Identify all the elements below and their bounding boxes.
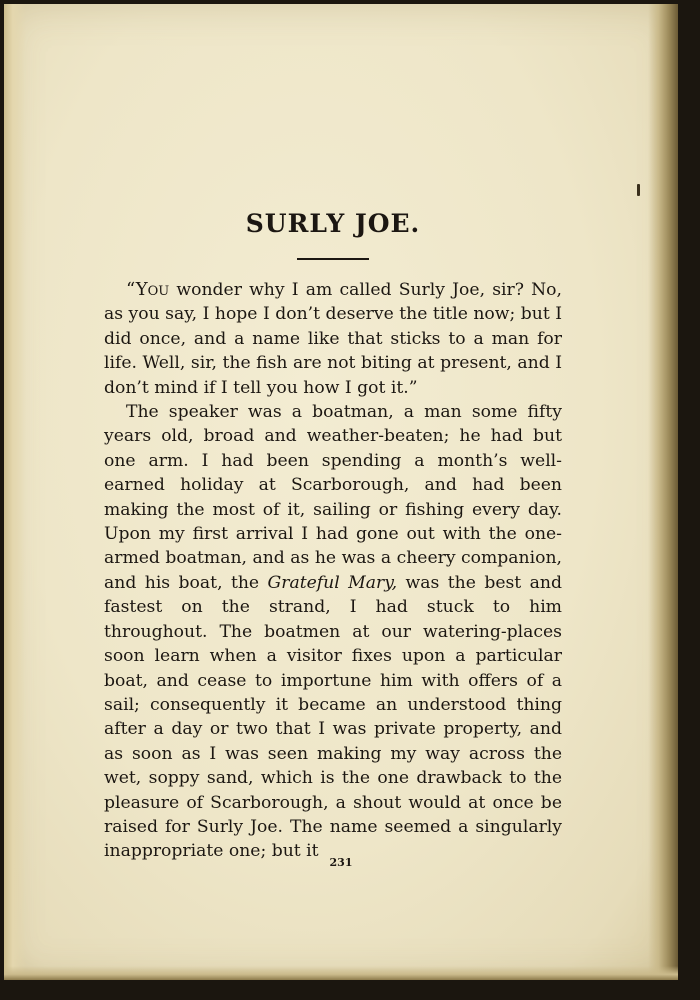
paragraph-1 [104, 278, 562, 400]
margin-mark [637, 184, 640, 196]
title-rule [297, 258, 369, 260]
paragraph-1-lead: “You [126, 279, 170, 300]
paragraph-1-text: wonder why I am called Surly Joe, sir? No, as you say, I hope I don’t deserve the title now; but I did once, and a name like that sticks to a man for life. Well, sir, the fish are not biting at present, and I don’t mind if I tell you how I got it.” [104, 280, 562, 398]
paragraph-2-text-end: was the best and fastest on the strand, I had stuck to him throughout. The boatmen at our watering-places soon learn when a visitor fixes upon a particular boat, and cease to importune him with offers of a sail; consequently it became an understood thing after a day or two that I was private property, and as soon as I was seen making my way across the wet, soppy sand, which is the one drawback to the pleasure of Scarborough, a shout would at once be raised for Surly Joe. The name seemed a singularly inappropriate one; but it [104, 572, 562, 862]
page-number: 231 [329, 856, 353, 869]
page-gutter-shadow [4, 4, 26, 980]
chapter-title: SURLY JOE. [245, 209, 421, 238]
page-edge-shadow [648, 4, 678, 980]
boat-name: Grateful Mary, [267, 572, 398, 593]
page-bottom-edge [4, 966, 678, 980]
book-page [4, 4, 678, 980]
page-content [104, 204, 562, 864]
paragraph-2 [104, 400, 562, 864]
paragraph-2-text-start: The speaker was a boatman, a man some fifty years old, broad and weather-beaten; he had but one arm. I had been spending a month’s well-earned holiday at Scarborough, and had been making the most of it, sailing or fishing every day. Upon my first arrival I had gone out with the one-armed boatman, and as he was a cheery companion, and his boat, the [104, 402, 562, 593]
